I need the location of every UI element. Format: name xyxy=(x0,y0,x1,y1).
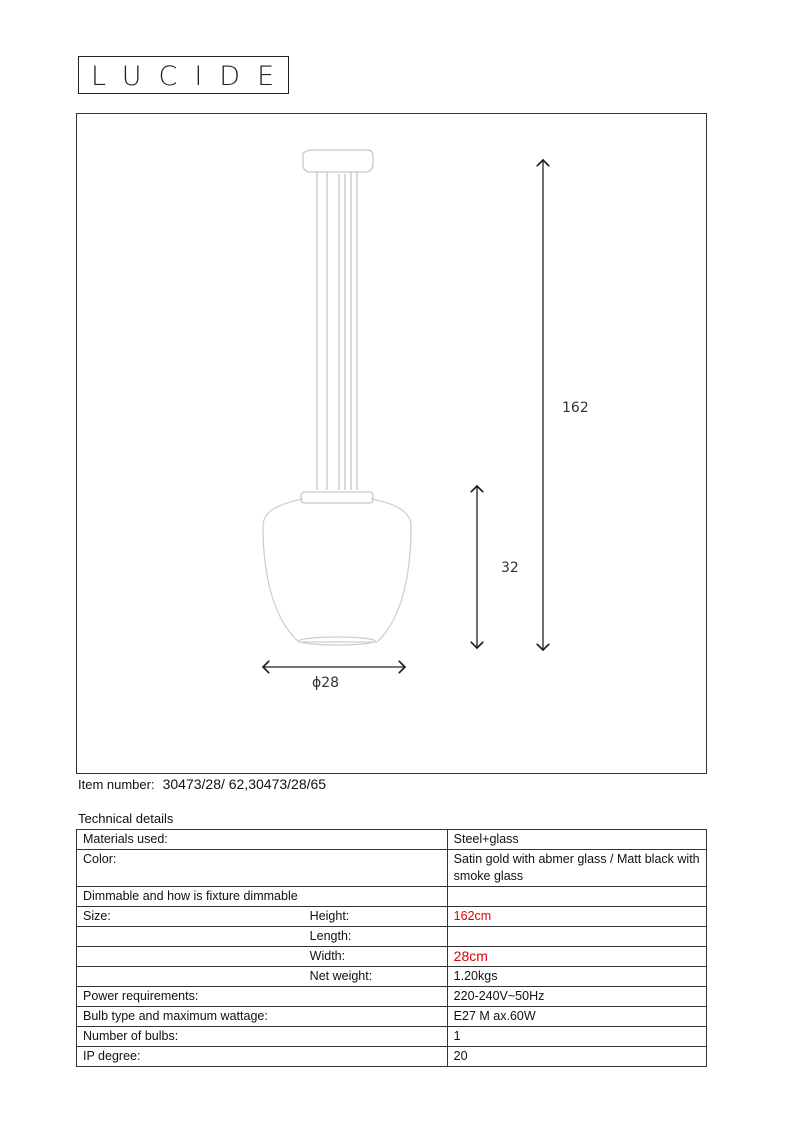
spec-value: 220-240V~50Hz xyxy=(447,987,706,1007)
spec-label xyxy=(77,927,304,947)
item-number-value: 30473/28/ 62,30473/28/65 xyxy=(162,776,327,792)
table-row xyxy=(77,887,707,907)
spec-value: 1.20kgs xyxy=(447,967,706,987)
spec-value: Steel+glass xyxy=(447,830,706,850)
spec-sublabel xyxy=(304,987,448,1007)
spec-sublabel: Net weight: xyxy=(304,967,448,987)
table-row xyxy=(77,850,707,887)
spec-label xyxy=(77,967,304,987)
spec-sublabel: Width: xyxy=(304,947,448,967)
spec-value xyxy=(447,887,706,907)
spec-label: Power requirements: xyxy=(77,987,304,1007)
spec-sublabel xyxy=(304,887,448,907)
spec-value: Satin gold with abmer glass / Matt black with smoke glass xyxy=(447,850,706,887)
table-row xyxy=(77,1027,707,1047)
spec-label: Materials used: xyxy=(77,830,304,850)
spec-value-height: 162cm xyxy=(447,907,706,927)
logo-text: LUCIDE xyxy=(91,61,292,92)
spec-label: Bulb type and maximum wattage: xyxy=(77,1007,304,1027)
spec-sublabel xyxy=(304,830,448,850)
spec-label: Number of bulbs: xyxy=(77,1027,304,1047)
spec-label: Size: xyxy=(77,907,304,927)
spec-sublabel xyxy=(304,1007,448,1027)
spec-label: Color: xyxy=(77,850,304,887)
spec-value: 20 xyxy=(447,1047,706,1067)
spec-sublabel xyxy=(304,1047,448,1067)
table-row xyxy=(77,830,707,850)
spec-value: E27 M ax.60W xyxy=(447,1007,706,1027)
canopy xyxy=(303,150,373,172)
technical-details-table xyxy=(76,829,707,1067)
spec-sublabel: Length: xyxy=(304,927,448,947)
table-row xyxy=(77,1047,707,1067)
technical-details-title: Technical details xyxy=(78,811,174,826)
spec-sublabel xyxy=(304,1027,448,1047)
spec-label: IP degree: xyxy=(77,1047,304,1067)
spec-value-width: 28cm xyxy=(447,947,706,967)
glass-shade xyxy=(263,499,411,645)
table-row xyxy=(77,967,707,987)
shade-height-label: 32 xyxy=(501,560,519,576)
spec-label xyxy=(77,947,304,967)
item-number-label: Item number: xyxy=(78,777,155,792)
lamp-drawing-svg xyxy=(77,114,708,775)
table-row xyxy=(77,987,707,1007)
item-number xyxy=(78,776,326,792)
height-label: 162 xyxy=(562,400,589,416)
spec-value: 1 xyxy=(447,1027,706,1047)
table-row xyxy=(77,1007,707,1027)
spec-sublabel xyxy=(304,850,448,887)
brand-logo xyxy=(78,56,292,94)
table-row xyxy=(77,927,707,947)
table-row xyxy=(77,947,707,967)
spec-label: Dimmable and how is fixture dimmable xyxy=(77,887,304,907)
diameter-label: ϕ28 xyxy=(312,675,340,691)
technical-drawing xyxy=(76,113,707,774)
table-row xyxy=(77,907,707,927)
spec-value xyxy=(447,927,706,947)
suspension-rods xyxy=(317,172,357,490)
shade-cap xyxy=(301,492,373,503)
spec-sublabel: Height: xyxy=(304,907,448,927)
